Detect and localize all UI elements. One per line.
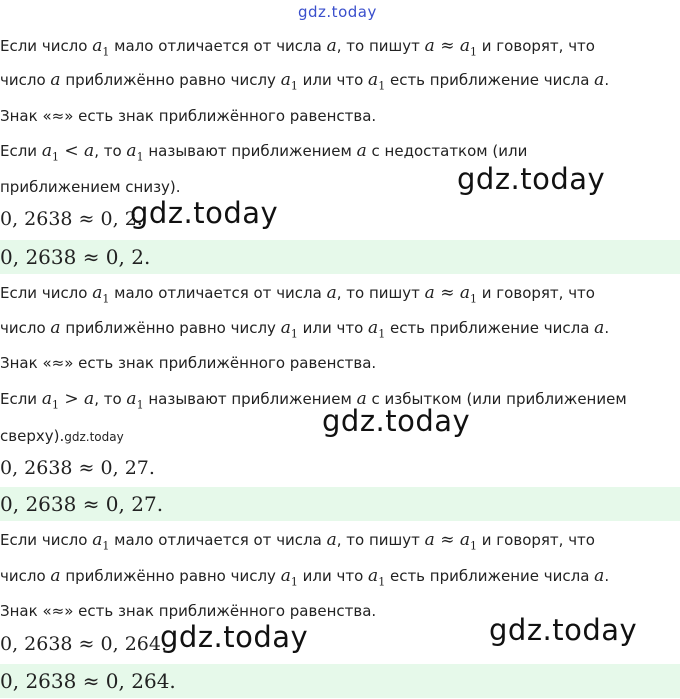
text-line-3: Знак «≈» есть знак приближённого равенства. [0,107,377,125]
text-line-4: Если $a_1 > a$, то $a_1$ называют приближением a с избытком (или приближением [0,389,627,412]
watermark: gdz.today [322,404,471,438]
text-line-2: число a приближённо равно числу $a_1$ или что $a_1$ есть приближение числа a. [0,318,610,341]
text-line-2: число a приближённо равно числу $a_1$ или что $a_1$ есть приближение числа a. [0,566,610,589]
text-line-3: Знак «≈» есть знак приближённого равенства. [0,354,377,372]
text: Если число [0,37,88,55]
text: мало отличается от числа [114,37,322,55]
watermark: gdz.today [457,162,606,196]
text-line-5: приближением снизу). [0,178,181,196]
math-a1: $a_1$ [92,36,110,59]
answer-line: 0, 2638 ≈ 0, 264. [0,669,176,693]
watermark: gdz.today [130,196,279,230]
calc-line: 0, 2638 ≈ 0, 264. [0,633,167,655]
text-line-1: Если число $a_1$ мало отличается от числа a, то пишут $a \approx a_1$ и говорят, что [0,36,595,59]
text-line-1: Если число $a_1$ мало отличается от числа a, то пишут $a \approx a_1$ и говорят, что [0,530,595,553]
calc-line: 0, 2638 ≈ 0, 2. [0,208,143,230]
math-a: a [326,36,337,56]
calc-line: 0, 2638 ≈ 0, 27. [0,457,155,479]
watermark: gdz.today [489,613,638,647]
text-line-5: сверху).gdz.today [0,427,124,445]
answer-line: 0, 2638 ≈ 0, 2. [0,245,151,269]
text-line-1: Если число $a_1$ мало отличается от числа a, то пишут $a \approx a_1$ и говорят, что [0,283,595,306]
answer-line: 0, 2638 ≈ 0, 27. [0,492,164,516]
text-line-4: Если $a_1 < a$, то $a_1$ называют приближением a с недостатком (или [0,141,528,164]
math-expr: $a \approx a_1$ [424,36,477,59]
text-line-2: число a приближённо равно числу $a_1$ или что $a_1$ есть приближение числа a. [0,70,610,93]
text-line-3: Знак «≈» есть знак приближённого равенства. [0,602,377,620]
watermark: gdz.today [160,620,309,654]
watermark-top: gdz.today [298,3,377,21]
watermark: gdz.today [64,430,124,444]
